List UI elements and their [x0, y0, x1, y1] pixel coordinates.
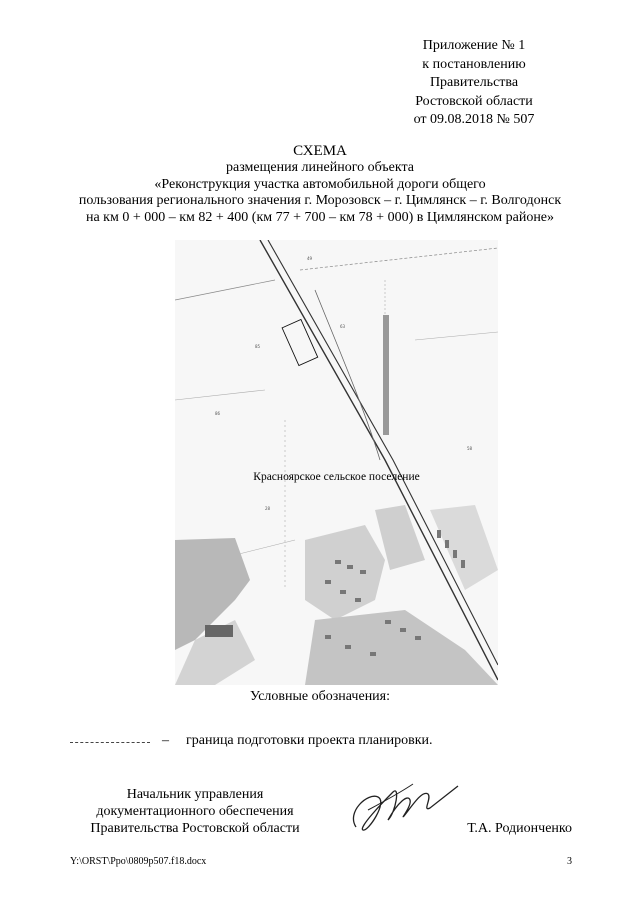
map-drawing: [175, 240, 498, 685]
svg-text:63: 63: [340, 324, 346, 329]
legend-separator: –: [162, 733, 169, 748]
signatory-line: документационного обеспечения: [96, 804, 294, 819]
scheme-title-block: [0, 142, 640, 226]
appendix-line: Ростовской области: [415, 93, 533, 109]
legend-title: Условные обозначения:: [249, 689, 391, 704]
svg-text:86: 86: [215, 411, 221, 416]
scheme-subtitle: «Реконструкция участка автомобильной дороги общего: [154, 176, 486, 192]
signatory-title: [70, 786, 320, 837]
appendix-line: к постановлению: [422, 56, 526, 72]
svg-text:85: 85: [255, 344, 261, 349]
signatory-line: Правительства Ростовской области: [90, 821, 300, 836]
handwritten-signature: [338, 772, 468, 842]
site-map: [175, 240, 498, 685]
appendix-line: от 09.08.2018 № 507: [413, 112, 535, 127]
svg-text:49: 49: [307, 256, 313, 261]
signatory-name: Т.А. Родионченко: [467, 821, 572, 836]
appendix-line: Правительства: [429, 75, 519, 90]
boundary-line-symbol: [70, 742, 150, 743]
page-number: 3: [567, 856, 572, 867]
scheme-subtitle: пользования регионального значения г. Морозовск – г. Цимлянск – г. Волгодонск: [78, 193, 562, 208]
appendix-line: Приложение № 1: [422, 38, 526, 53]
settlement-label: Красноярское сельское поселение: [253, 471, 420, 483]
svg-text:58: 58: [467, 446, 473, 451]
scheme-title: СХЕМА: [293, 143, 347, 159]
legend-description: граница подготовки проекта планировки.: [186, 733, 433, 748]
appendix-header: [384, 37, 564, 130]
svg-text:28: 28: [265, 506, 271, 511]
scheme-subtitle: на км 0 + 000 – км 82 + 400 (км 77 + 700 – км 78 + 000) в Цимлянском районе»: [85, 209, 555, 225]
file-path: Y:\ORST\Ppo\0809p507.f18.docx: [70, 856, 207, 867]
scheme-subtitle: размещения линейного объекта: [226, 160, 414, 175]
signatory-line: Начальник управления: [126, 787, 264, 802]
